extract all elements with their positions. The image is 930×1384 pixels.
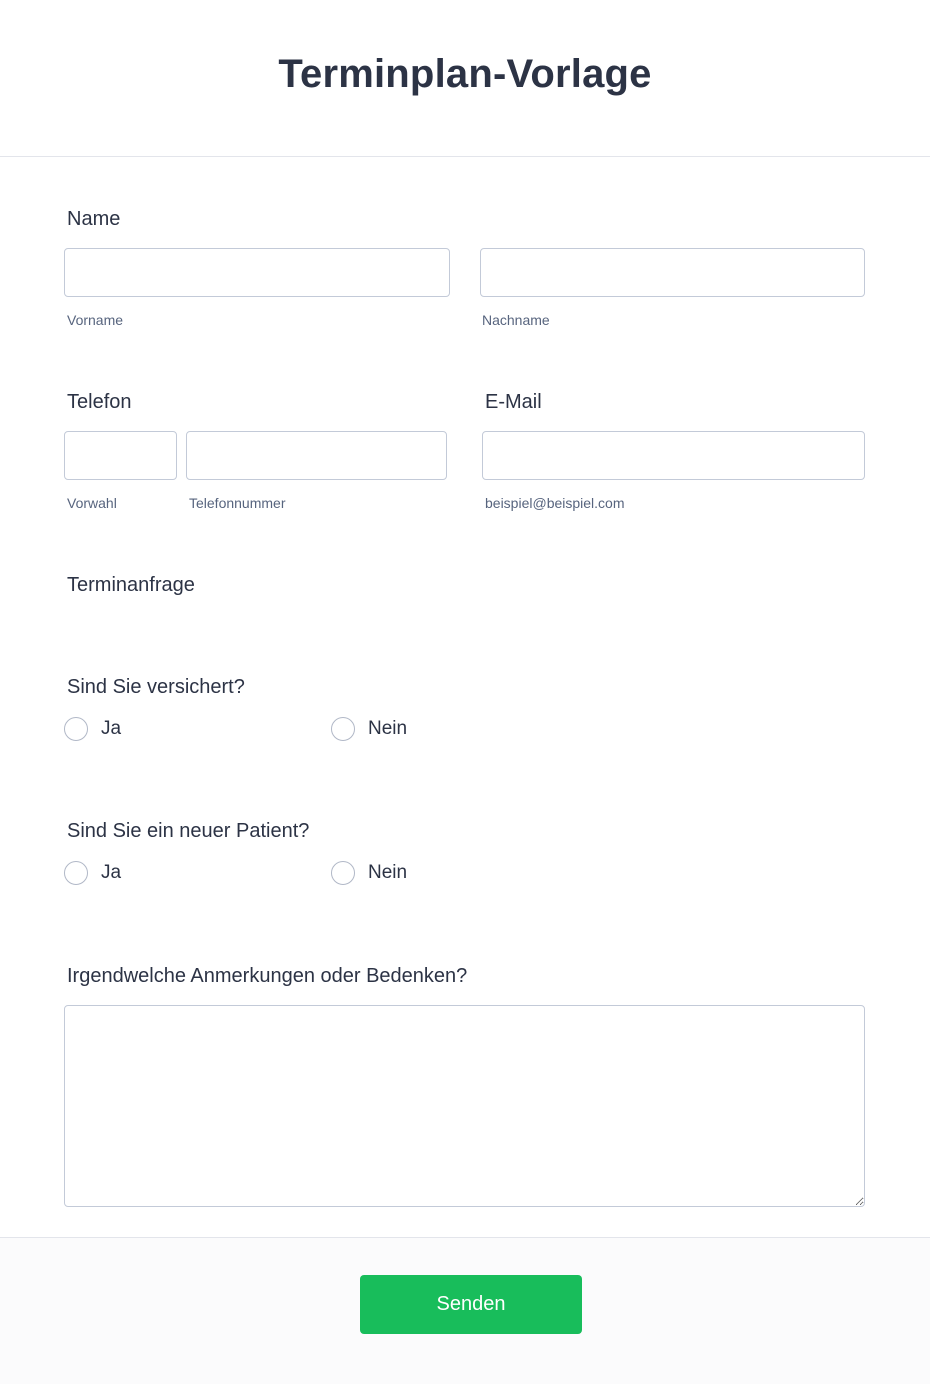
insured-yes-label: Ja [101,718,122,739]
last-name-input[interactable] [480,248,865,297]
submit-button[interactable]: Senden [360,1275,582,1334]
name-label: Name [67,208,121,230]
area-code-sublabel: Vorwahl [67,495,117,511]
phone-label: Telefon [67,391,132,413]
phone-number-input[interactable] [186,431,447,480]
new-patient-no-option[interactable] [331,861,407,885]
new-patient-yes-option[interactable] [64,861,121,885]
page-title: Terminplan-Vorlage [278,52,652,96]
email-label: E-Mail [485,391,542,413]
insured-yes-option[interactable] [64,717,121,741]
radio-button-icon[interactable] [331,861,355,885]
first-name-input[interactable] [64,248,450,297]
insured-no-option[interactable] [331,717,407,741]
comments-textarea[interactable] [64,1005,865,1207]
comments-label: Irgendwelche Anmerkungen oder Bedenken? [67,965,468,987]
email-sublabel: beispiel@beispiel.com [485,495,625,511]
radio-button-icon[interactable] [331,717,355,741]
radio-button-icon[interactable] [64,717,88,741]
last-name-sublabel: Nachname [482,312,550,328]
email-input[interactable] [482,431,865,480]
first-name-sublabel: Vorname [67,312,124,328]
radio-button-icon[interactable] [64,861,88,885]
insured-question: Sind Sie versichert? [67,676,245,698]
new-patient-question: Sind Sie ein neuer Patient? [67,820,310,842]
new-patient-no-label: Nein [368,862,408,883]
area-code-input[interactable] [64,431,177,480]
new-patient-yes-label: Ja [101,862,122,883]
appointment-request-label: Terminanfrage [67,574,195,596]
insured-no-label: Nein [368,718,408,739]
form-header [0,0,930,157]
phone-number-sublabel: Telefonnummer [189,495,286,511]
